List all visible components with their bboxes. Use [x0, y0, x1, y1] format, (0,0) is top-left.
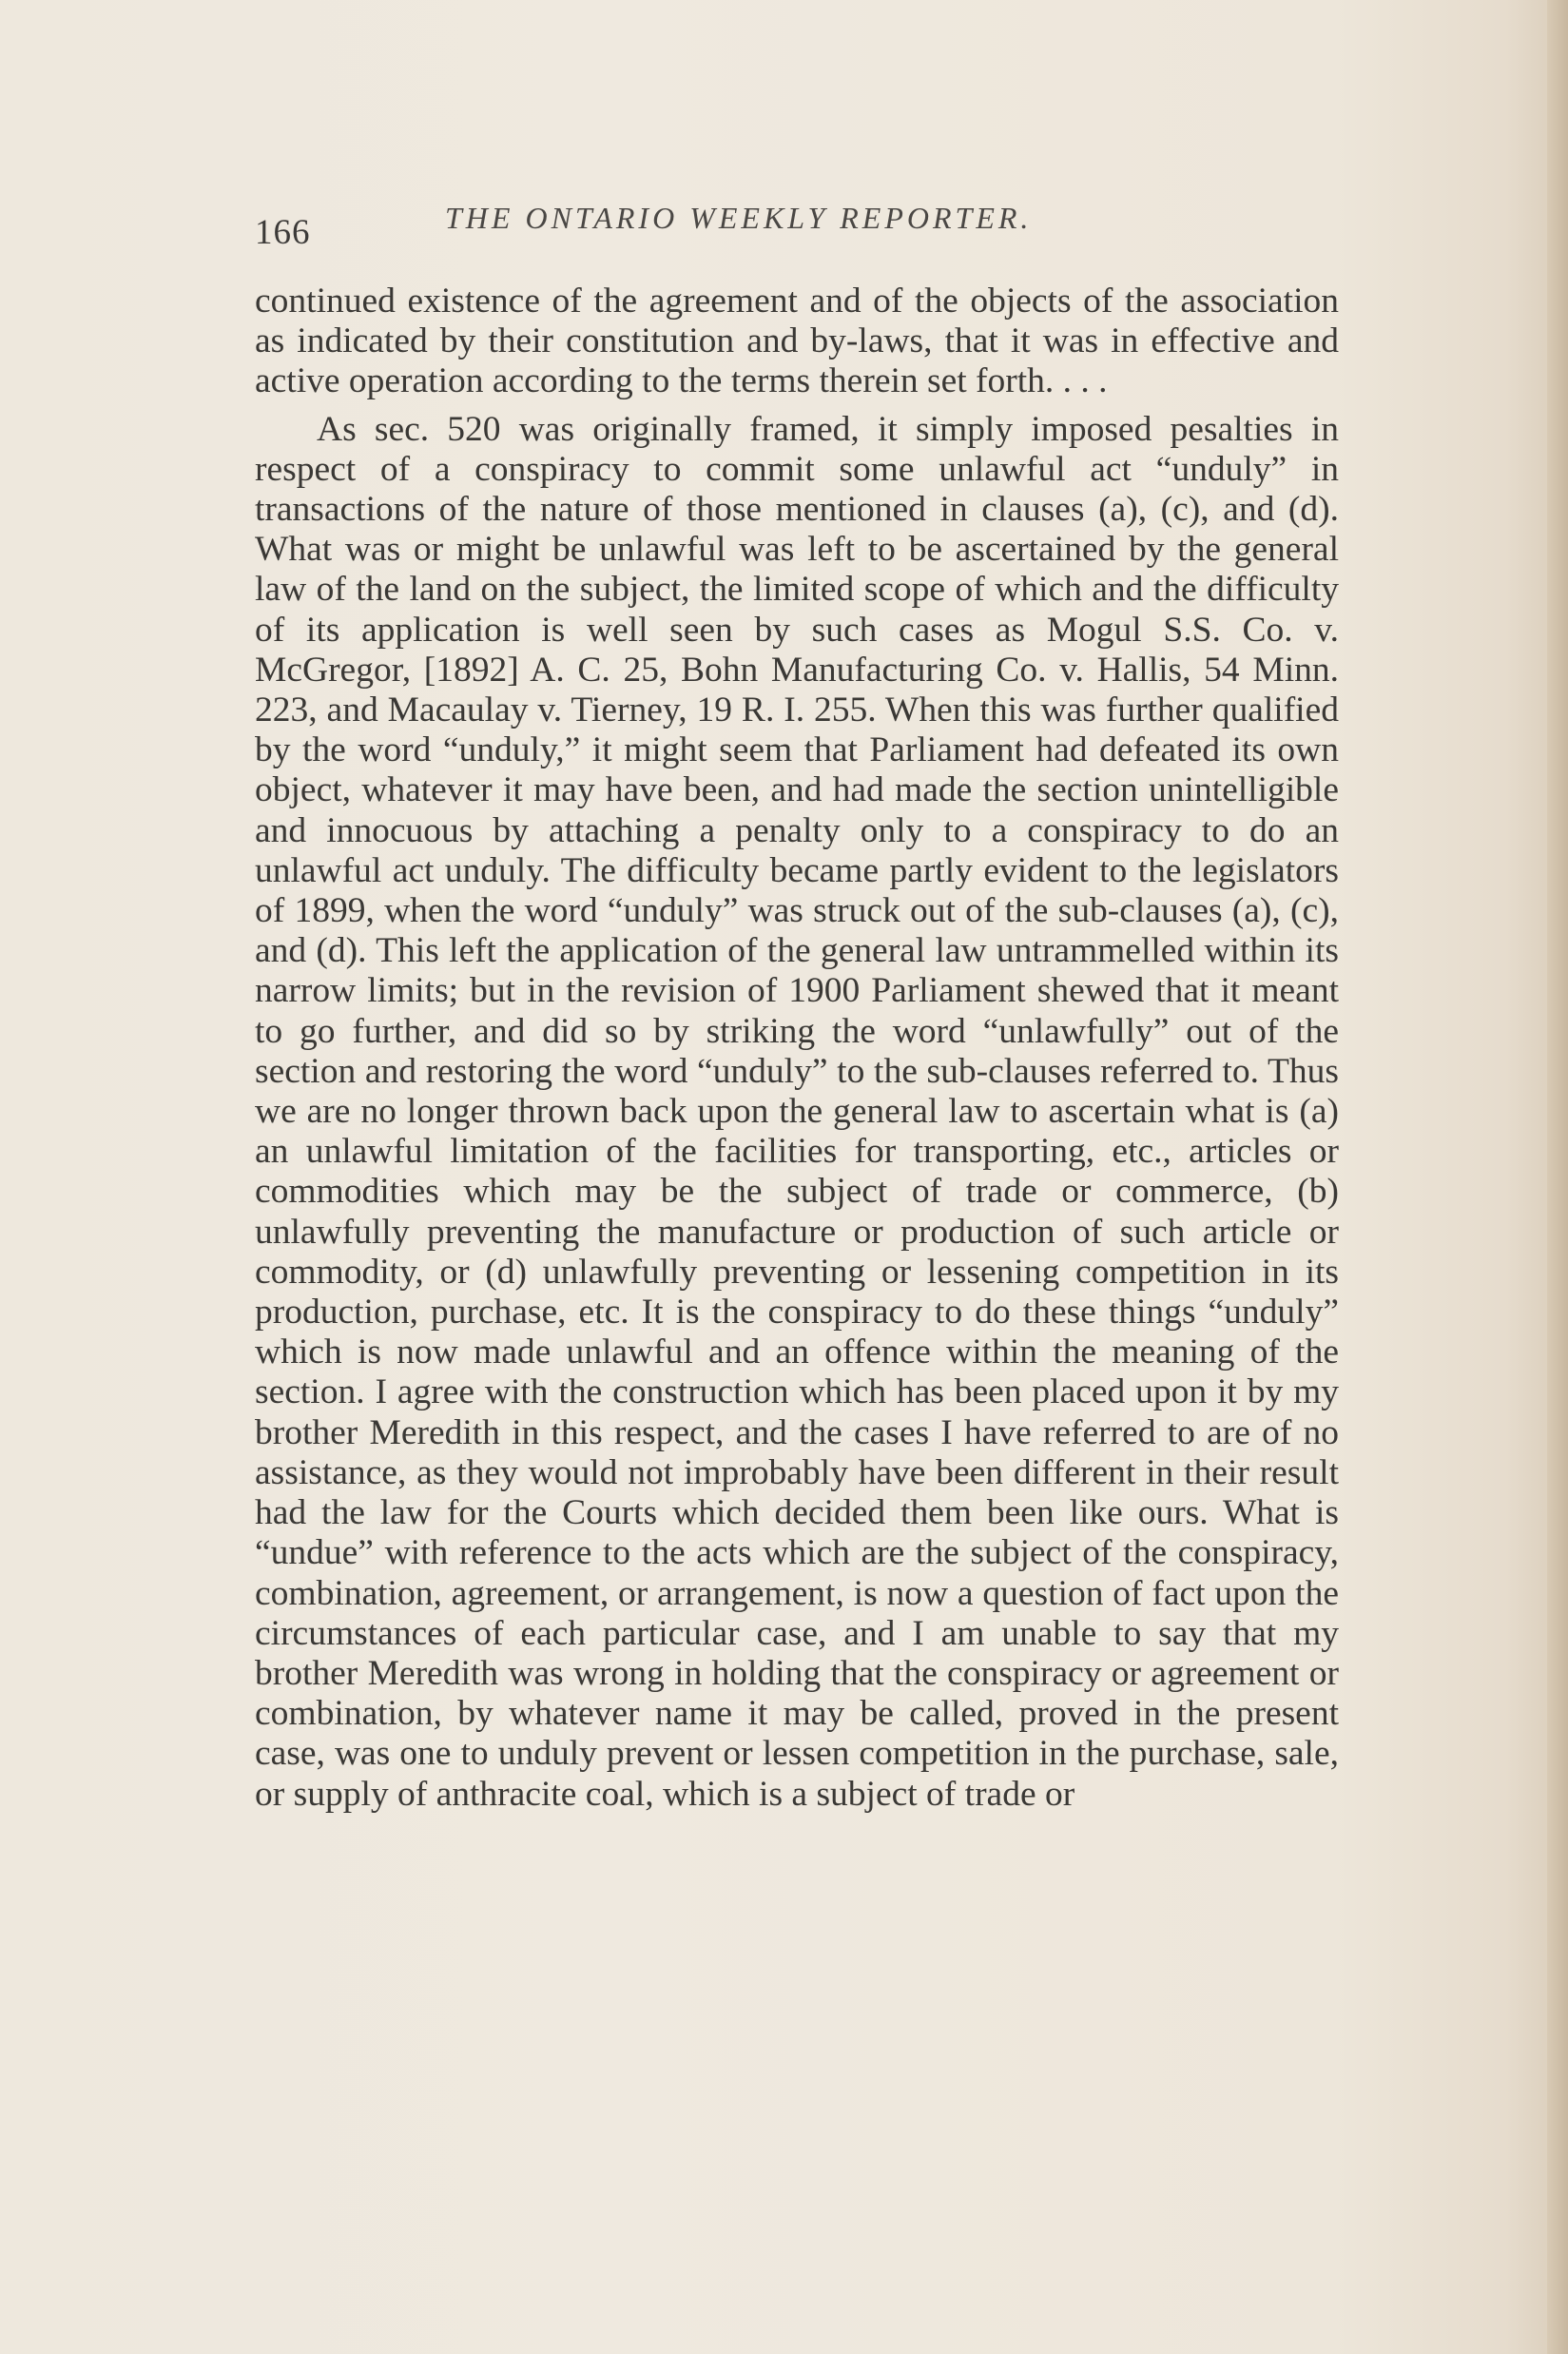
page-number: 166	[255, 213, 311, 252]
page-edge	[1547, 0, 1568, 2354]
body-text	[255, 282, 1339, 1815]
page-header	[255, 195, 1334, 252]
running-head: THE ONTARIO WEEKLY REPORTER.	[445, 201, 1033, 235]
paragraph-main: As sec. 520 was originally framed, it simply imposed pesalties in respect of a conspiracy to commit some unlawful act “unduly” in transactions of the nature of those mentioned in clauses (a), (c), and (d). What was or might be unlawful was left to be ascertained by the general law of the land on the subject, the limited scope of which and the difficulty of its application is well seen by such cases as Mogul S.S. Co. v. McGregor, [1892] A. C. 25, Bohn Manufacturing Co. v. Hallis, 54 Minn. 223, and Macaulay v. Tierney, 19 R. I. 255. When this was further qualified by the word “unduly,” it might seem that Parliament had defeated its own object, whatever it may have been, and had made the section unintelligible and innocuous by attaching a penalty only to a conspiracy to do an unlawful act unduly. The difficulty became partly evident to the legislators of 1899, when the word “unduly” was struck out of the sub-clauses (a), (c), and (d). This left the application of the general law untrammelled within its narrow limits; but in the revision of 1900 Parliament shewed that it meant to go further, and did so by striking the word “unlawfully” out of the section and restoring the word “unduly” to the sub-clauses referred to. Thus we are no longer thrown back upon the general law to ascertain what is (a) an unlawful limitation of the facilities for transporting, etc., articles or commodities which may be the subject of trade or commerce, (b) unlawfully preventing the manufacture or production of such article or commodity, or (d) unlawfully preventing or lessening competition in its production, purchase, etc. It is the conspiracy to do these things “unduly” which is now made unlawful and an offence within the meaning of the section. I agree with the construction which has been placed upon it by my brother Meredith in this respect, and the cases I have referred to are of no assistance, as they would not improbably have been different in their result had the law for the Courts which decided them been like ours. What is “undue” with reference to the acts which are the subject of the conspiracy, combination, agreement, or arrangement, is now a question of fact upon the circumstances of each particular case, and I am unable to say that my brother Meredith was wrong in holding that the conspiracy or agreement or combination, by whatever name it may be called, proved in the present case, was one to unduly prevent or lessen competition in the purchase, sale, or supply of anthracite coal, which is a subject of trade or	[255, 409, 1339, 1814]
paragraph-continuation: continued existence of the agreement and of the objects of the association as indicated by their constitution and by-laws, that it was in effective and active operation according to the terms therein set forth. . . .	[255, 282, 1339, 401]
